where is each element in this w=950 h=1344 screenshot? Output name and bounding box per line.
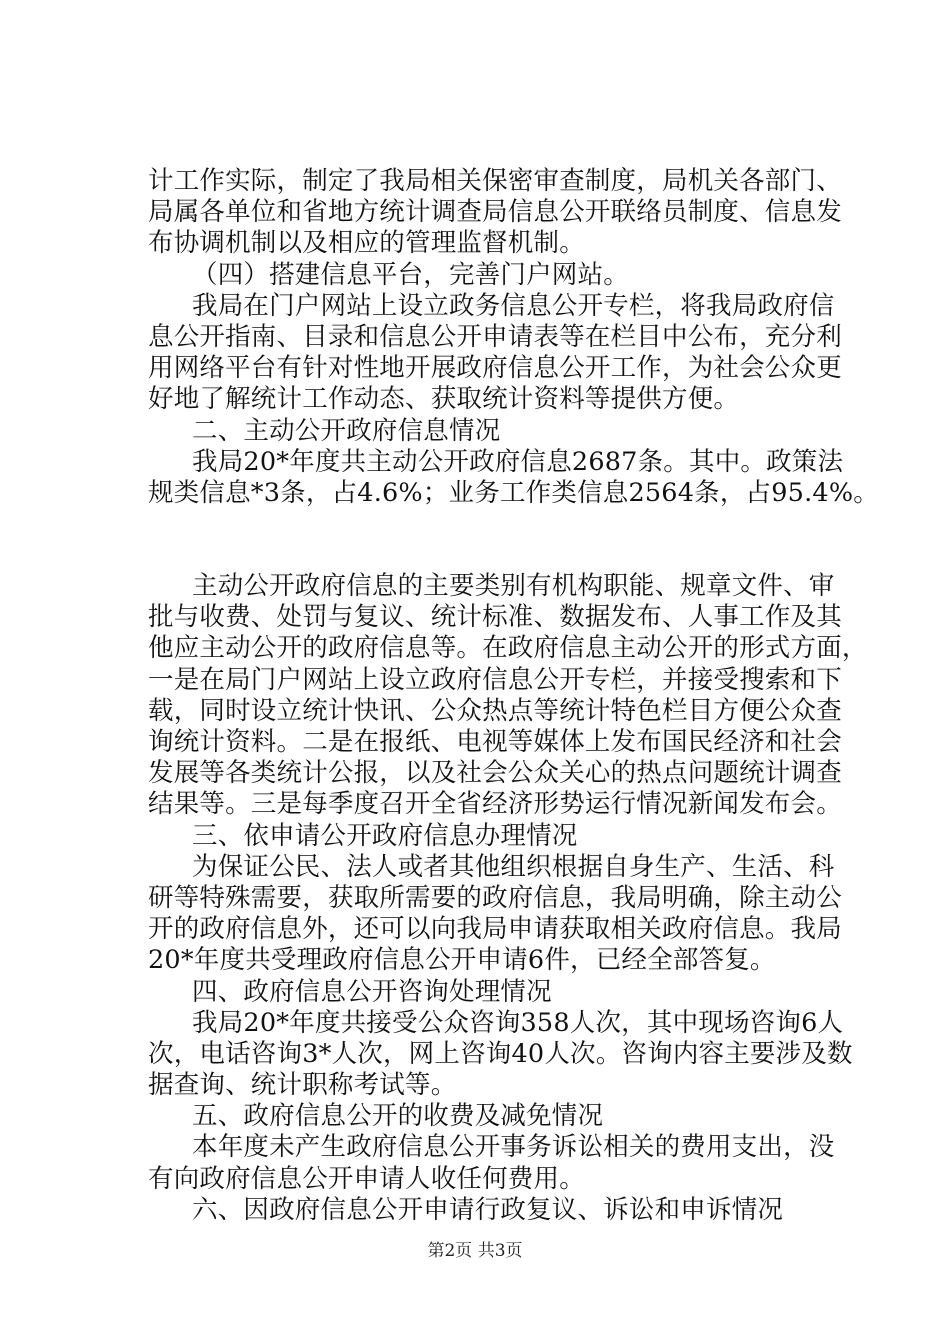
- body-line: 批与收费、处罚与复议、统计标准、数据发布、人事工作及其: [148, 602, 842, 633]
- body-line: 有向政府信息公开申请人收任何费用。: [148, 1163, 585, 1194]
- body-line: 载，同时设立统计快讯、公众热点等统计特色栏目方便公众查: [148, 695, 842, 726]
- body-line: 布协调机制以及相应的管理监督机制。: [148, 228, 585, 259]
- body-line: 用网络平台有针对性地开展政府信息公开工作，为社会公众更: [148, 353, 842, 384]
- section-heading: 五、政府信息公开的收费及减免情况: [192, 1101, 604, 1132]
- body-line: 据查询、统计职称考试等。: [148, 1070, 457, 1101]
- body-line: 主动公开政府信息的主要类别有机构职能、规章文件、审: [192, 571, 835, 602]
- body-line: 询统计资料。二是在报纸、电视等媒体上发布国民经济和社会: [148, 727, 842, 757]
- body-line: 次，电话咨询3*人次，网上咨询40人次。咨询内容主要涉及数: [148, 1038, 853, 1069]
- body-line: 20*年度共受理政府信息公开申请6件，已经全部答复。: [148, 945, 776, 976]
- body-line: 局属各单位和省地方统计调查局信息公开联络员制度、信息发: [148, 197, 842, 228]
- body-line: 开的政府信息外，还可以向我局申请获取相关政府信息。我局: [148, 914, 842, 945]
- body-line: 研等特殊需要，获取所需要的政府信息，我局明确，除主动公: [148, 882, 842, 913]
- body-line: 结果等。三是每季度召开全省经济形势运行情况新闻发布会。: [148, 789, 842, 820]
- document-body: [148, 166, 879, 1226]
- section-heading: 三、依申请公开政府信息办理情况: [192, 820, 578, 851]
- page-footer: 第2页 共3页: [427, 1241, 523, 1261]
- section-heading: 四、政府信息公开咨询处理情况: [192, 976, 552, 1007]
- body-line: 好地了解统计工作动态、获取统计资料等提供方便。: [148, 384, 740, 415]
- section-heading: 二、主动公开政府信息情况: [192, 415, 501, 446]
- body-line: 计工作实际，制定了我局相关保密审查制度，局机关各部门、: [148, 166, 842, 196]
- body-line: 一是在局门户网站上设立政府信息公开专栏，并接受搜索和下: [148, 664, 842, 695]
- body-line: 我局20*年度共接受公众咨询358人次，其中现场咨询6人: [192, 1007, 844, 1038]
- body-line: 我局20*年度共主动公开政府信息2687条。其中。政策法: [192, 446, 844, 477]
- section-heading: 六、因政府信息公开申请行政复议、诉讼和申诉情况: [192, 1194, 784, 1225]
- body-line: 本年度未产生政府信息公开事务诉讼相关的费用支出，没: [192, 1132, 835, 1163]
- body-line: 他应主动公开的政府信息等。在政府信息主动公开的形式方面，: [148, 633, 868, 664]
- section-heading: （四）搭建信息平台，完善门户网站。: [192, 259, 629, 290]
- body-line: 息公开指南、目录和信息公开申请表等在栏目中公布，充分利: [148, 321, 842, 352]
- body-line: 为保证公民、法人或者其他组织根据自身生产、生活、科: [192, 851, 835, 882]
- paragraph-gap: [148, 509, 838, 571]
- body-line: 我局在门户网站上设立政务信息公开专栏，将我局政府信: [192, 290, 835, 321]
- body-line: 规类信息*3条，占4.6%；业务工作类信息2564条，占95.4%。: [148, 477, 879, 508]
- body-line: 发展等各类统计公报，以及社会公众关心的热点问题统计调查: [148, 758, 842, 789]
